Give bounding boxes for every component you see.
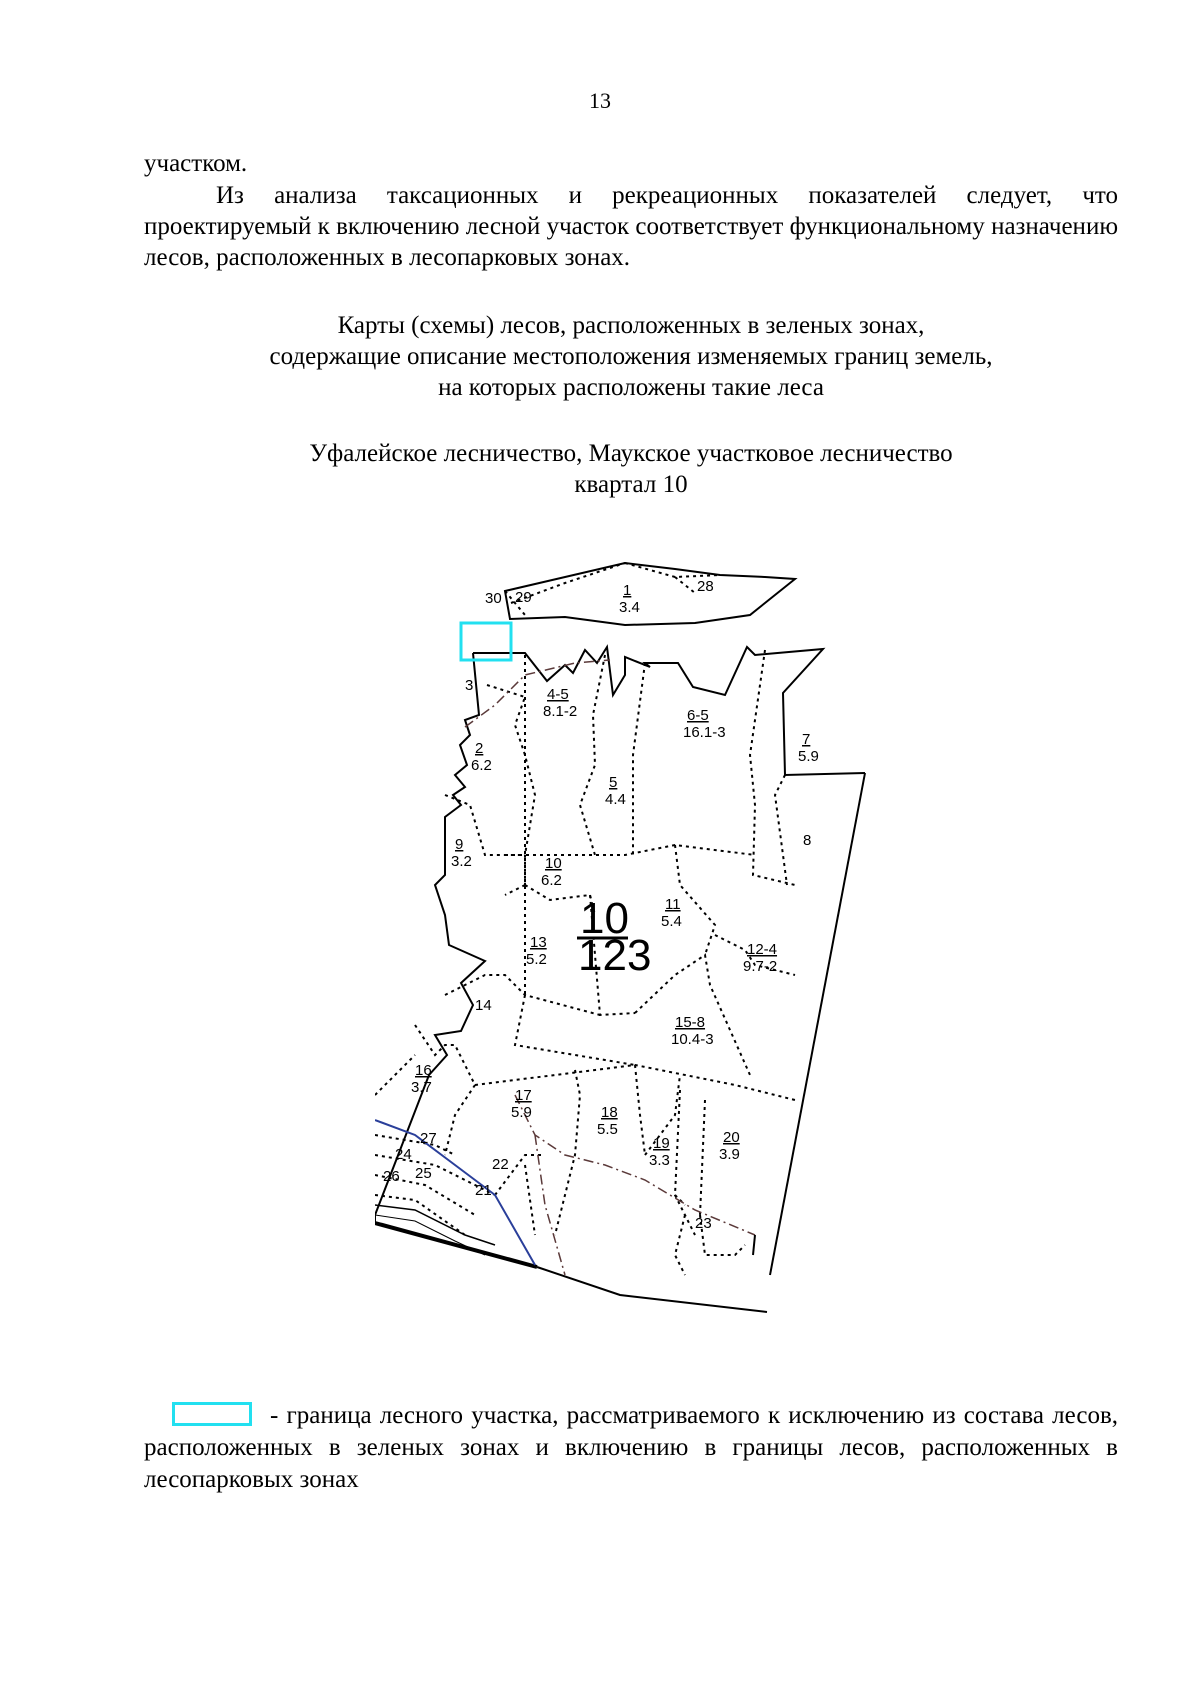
plot-id-6-5: 6-5	[687, 707, 709, 724]
plot-id-24: 24	[395, 1146, 412, 1163]
plot-id-20: 20	[723, 1129, 740, 1146]
paragraph-continuation: участком.	[144, 150, 248, 177]
forest-quarter-map	[375, 555, 945, 1375]
plot-id-8: 8	[803, 832, 812, 849]
plot-id-25: 25	[415, 1165, 432, 1182]
plot-area-9: 3.2	[451, 853, 472, 870]
plot-id-28: 28	[697, 578, 714, 595]
plot-id-18: 18	[601, 1104, 618, 1121]
plot-area-2: 6.2	[471, 757, 492, 774]
plot-id-3: 3	[465, 677, 474, 694]
plot-id-9: 9	[455, 836, 464, 853]
plot-id-23: 23	[695, 1215, 712, 1232]
legend	[144, 1400, 1118, 1496]
plot-area-12-4: 9.7-2	[743, 958, 778, 975]
plot-id-15-8: 15-8	[675, 1014, 706, 1031]
plot-id-10: 10	[545, 855, 562, 872]
legend-swatch-cyan	[172, 1402, 252, 1426]
plot-area-6-5: 16.1-3	[683, 724, 726, 741]
plot-id-22: 22	[492, 1156, 509, 1173]
plot-area-10: 6.2	[541, 872, 562, 889]
plot-id-1: 1	[623, 582, 632, 599]
plot-id-19: 19	[653, 1135, 670, 1152]
plot-id-26: 26	[383, 1168, 400, 1185]
plot-id-13: 13	[530, 934, 547, 951]
plot-id-11: 11	[665, 896, 681, 913]
heading-line-2: содержащие описание местоположения изменяемых границ земель,	[269, 343, 993, 370]
plot-id-16: 16	[415, 1062, 432, 1079]
paragraph-analysis: Из анализа таксационных и рекреационных показателей следует, что проектируемый к включению лесной участок соответствует функциональному назначению лесов, расположенных в лесопарковых зонах.	[144, 182, 1118, 271]
plot-area-1: 3.4	[619, 599, 640, 616]
map-svg	[375, 555, 945, 1375]
plot-id-12-4: 12-4	[747, 941, 778, 958]
plot-area-17: 5.9	[511, 1104, 532, 1121]
cyan-boundary-box	[461, 623, 511, 660]
plot-area-5: 4.4	[605, 791, 626, 808]
plot-id-5: 5	[609, 774, 618, 791]
plot-area-19: 3.3	[649, 1152, 670, 1169]
heading-line-3: на которых расположены такие леса	[438, 374, 824, 401]
edge-mark	[753, 1235, 755, 1255]
heading-line-1: Карты (схемы) лесов, расположенных в зеленых зонах,	[337, 312, 925, 339]
plot-id-7: 7	[802, 731, 811, 748]
plot-area-4-5: 8.1-2	[543, 703, 578, 720]
plot-area-18: 5.5	[597, 1121, 618, 1138]
plot-area-7: 5.9	[798, 748, 819, 765]
plot-id-29: 29	[515, 589, 532, 606]
plot-area-16: 3.7	[411, 1079, 432, 1096]
quarter-number: 10	[580, 894, 629, 943]
plot-id-27: 27	[420, 1130, 437, 1147]
map-heading	[144, 310, 1118, 403]
plot-id-2: 2	[475, 740, 484, 757]
plot-id-17: 17	[515, 1087, 532, 1104]
location-caption	[144, 438, 1118, 500]
location-line-2: квартал 10	[574, 471, 688, 498]
quarter-area: 123	[578, 931, 652, 980]
plot-id-14: 14	[475, 997, 492, 1014]
plot-area-15-8: 10.4-3	[671, 1031, 714, 1048]
location-line-1: Уфалейское лесничество, Маукское участковое лесничество	[309, 440, 953, 467]
legend-text: - граница лесного участка, рассматриваемого к исключению из состава лесов, расположенных в зеленых зонах и включению в границы лесов, расположенных в лесопарковых зонах	[144, 1402, 1118, 1493]
plot-id-30: 30	[485, 590, 502, 607]
page-number: 13	[589, 88, 611, 113]
plot-area-13: 5.2	[526, 951, 547, 968]
plot-id-4-5: 4-5	[547, 686, 569, 703]
plot-area-20: 3.9	[719, 1146, 740, 1163]
plot-id-21: 21	[475, 1182, 492, 1199]
plot-area-11: 5.4	[661, 913, 682, 930]
